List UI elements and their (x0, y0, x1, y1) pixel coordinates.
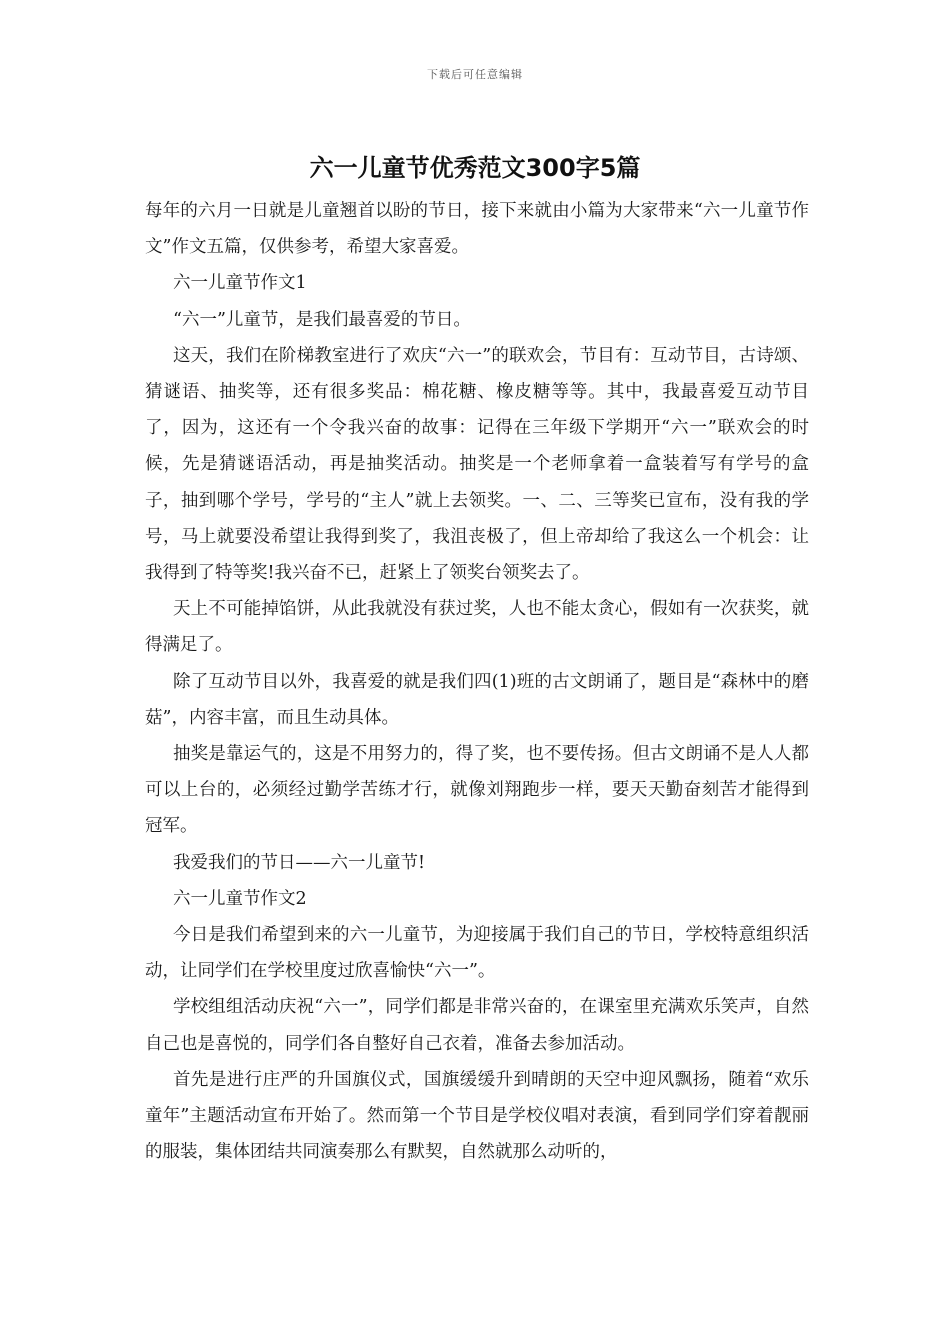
body-paragraph: 首先是进行庄严的升国旗仪式，国旗缓缓升到晴朗的天空中迎风飘扬，随着“欢乐童年”主题活动宣布开始了。然而第一个节目是学校仪唱对表演，看到同学们穿着靓丽的服装，集体团结共同演奏那么有默契，自然就那么动听的， (145, 1069, 809, 1163)
essay-heading-1: 六一儿童节作文1 (173, 273, 307, 294)
page-header-note: 下载后可任意编辑 (427, 68, 523, 81)
body-paragraph: 天上不可能掉馅饼，从此我就没有获过奖，人也不能太贪心，假如有一次获奖，就得满足了。 (145, 599, 809, 656)
document-title: 六一儿童节优秀范文300字5篇 (309, 154, 641, 182)
body-paragraph: 今日是我们希望到来的六一儿童节，为迎接属于我们自己的节日，学校特意组织活动，让同学们在学校里度过欣喜愉快“六一”。 (145, 925, 809, 982)
body-paragraph: 我爱我们的节日——六一儿童节! (173, 852, 426, 873)
body-paragraph: 这天，我们在阶梯教室进行了欢庆“六一”的联欢会，节目有：互动节目，古诗颂、猜谜语、抽奖等，还有很多奖品：棉花糖、橡皮糖等等。其中，我最喜爱互动节目了，因为，这还有一个令我兴奋的故事：记得在三年级下学期开“六一”联欢会的时候，先是猜谜语活动，再是抽奖活动。抽奖是一个老师拿着一盒装着写有学号的盒子，抽到哪个学号，学号的“主人”就上去领奖。一、二、三等奖已宣布，没有我的学号，马上就要没希望让我得到奖了，我沮丧极了，但上帝却给了我这么一个机会：让我得到了特等奖!我兴奋不已，赶紧上了领奖台领奖去了。 (145, 345, 809, 584)
body-paragraph: “六一”儿童节，是我们最喜爱的节日。 (173, 309, 471, 330)
document-body (145, 193, 809, 1170)
intro-paragraph: 每年的六月一日就是儿童翘首以盼的节日，接下来就由小篇为大家带来“六一儿童节作文”作文五篇，仅供参考，希望大家喜爱。 (145, 201, 809, 258)
body-paragraph: 抽奖是靠运气的，这是不用努力的，得了奖，也不要传扬。但古文朗诵不是人人都可以上台的，必须经过勤学苦练才行，就像刘翔跑步一样，要天天勤奋刻苦才能得到冠军。 (145, 744, 809, 837)
body-paragraph: 学校组组活动庆祝“六一”，同学们都是非常兴奋的，在课室里充满欢乐笑声，自然自己也是喜悦的，同学们各自整好自己衣着，准备去参加活动。 (145, 997, 809, 1054)
body-paragraph: 除了互动节目以外，我喜爱的就是我们四(1)班的古文朗诵了，题目是“森林中的磨菇”，内容丰富，而且生动具体。 (145, 671, 809, 728)
essay-heading-2: 六一儿童节作文2 (173, 888, 307, 909)
